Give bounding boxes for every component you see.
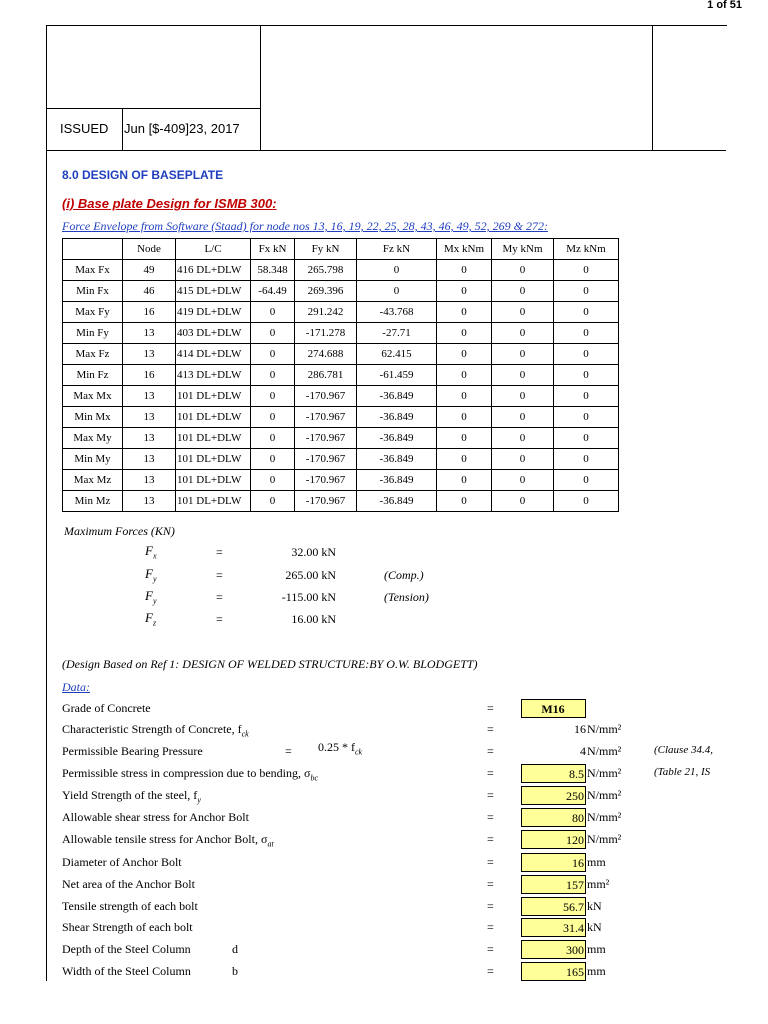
table-row bbox=[63, 281, 619, 302]
table-cell: 0 bbox=[492, 365, 554, 386]
table-cell: -36.849 bbox=[357, 407, 437, 428]
table-cell: 0 bbox=[554, 323, 619, 344]
table-row bbox=[63, 323, 619, 344]
table-header-cell: My kNm bbox=[492, 239, 554, 260]
table-cell: 413 DL+DLW bbox=[176, 365, 251, 386]
parameter-value-cell[interactable]: 8.5 bbox=[521, 764, 586, 783]
table-header-cell: Mz kNm bbox=[554, 239, 619, 260]
table-cell: 0 bbox=[554, 302, 619, 323]
force-note: (Comp.) bbox=[384, 568, 424, 582]
force-symbol: $F_x$ bbox=[145, 543, 157, 561]
table-cell: 0 bbox=[554, 428, 619, 449]
table-cell: 0 bbox=[492, 260, 554, 281]
table-cell: -170.967 bbox=[295, 386, 357, 407]
table-cell: -61.459 bbox=[357, 365, 437, 386]
table-cell: 0 bbox=[437, 260, 492, 281]
force-symbol: $F_z$ bbox=[145, 610, 157, 628]
parameter-unit: N/mm² bbox=[587, 766, 622, 780]
table-cell: Max Mx bbox=[63, 386, 123, 407]
issued-label: ISSUED bbox=[60, 121, 109, 136]
table-cell: 0 bbox=[492, 302, 554, 323]
parameter-unit: kN bbox=[587, 920, 602, 934]
table-cell: 0 bbox=[251, 365, 295, 386]
table-cell: 49 bbox=[123, 260, 176, 281]
table-cell: 0 bbox=[251, 386, 295, 407]
table-cell: 101 DL+DLW bbox=[176, 407, 251, 428]
table-cell: -170.967 bbox=[295, 428, 357, 449]
header-divider-v1 bbox=[122, 108, 123, 151]
table-cell: 16 bbox=[123, 302, 176, 323]
table-cell: 286.781 bbox=[295, 365, 357, 386]
table-cell: 0 bbox=[357, 281, 437, 302]
table-cell: 0 bbox=[492, 491, 554, 512]
table-cell: 101 DL+DLW bbox=[176, 491, 251, 512]
table-header-cell: L/C bbox=[176, 239, 251, 260]
table-cell: -43.768 bbox=[357, 302, 437, 323]
table-cell: 0 bbox=[357, 260, 437, 281]
header-divider-h2 bbox=[46, 108, 261, 109]
table-cell: 101 DL+DLW bbox=[176, 449, 251, 470]
table-cell: Min Fy bbox=[63, 323, 123, 344]
parameter-unit: N/mm² bbox=[587, 832, 622, 846]
equals-sign: = bbox=[487, 855, 494, 869]
table-cell: 0 bbox=[492, 449, 554, 470]
table-row bbox=[63, 407, 619, 428]
equals-sign: = bbox=[216, 568, 223, 582]
issued-date: Jun [$-409]23, 2017 bbox=[124, 121, 240, 136]
equals-sign: = bbox=[487, 810, 494, 824]
table-cell: Min Fz bbox=[63, 365, 123, 386]
table-cell: Max Fz bbox=[63, 344, 123, 365]
equals-sign: = bbox=[487, 832, 494, 846]
table-cell: -171.278 bbox=[295, 323, 357, 344]
table-cell: 0 bbox=[492, 407, 554, 428]
table-cell: 62.415 bbox=[357, 344, 437, 365]
table-cell: 0 bbox=[251, 428, 295, 449]
parameter-unit: mm² bbox=[587, 877, 610, 891]
table-cell: 0 bbox=[251, 449, 295, 470]
table-cell: 13 bbox=[123, 470, 176, 491]
table-cell: 0 bbox=[554, 407, 619, 428]
parameter-value-cell[interactable]: 157 bbox=[521, 875, 586, 894]
table-cell: 416 DL+DLW bbox=[176, 260, 251, 281]
table-cell: -170.967 bbox=[295, 407, 357, 428]
table-header-cell: Fx kN bbox=[251, 239, 295, 260]
table-cell: 58.348 bbox=[251, 260, 295, 281]
table-cell: -36.849 bbox=[357, 491, 437, 512]
table-cell: 269.396 bbox=[295, 281, 357, 302]
table-cell: 265.798 bbox=[295, 260, 357, 281]
table-cell: 13 bbox=[123, 449, 176, 470]
table-header-cell bbox=[63, 239, 123, 260]
parameter-unit: N/mm² bbox=[587, 810, 622, 824]
table-cell: 0 bbox=[492, 344, 554, 365]
table-cell: 0 bbox=[492, 470, 554, 491]
equals-sign: = bbox=[487, 701, 494, 715]
parameter-label: Allowable tensile stress for Anchor Bolt, $\sigma_{at}$ bbox=[62, 832, 274, 849]
parameter-label: Tensile strength of each bolt bbox=[62, 899, 198, 913]
table-cell: 13 bbox=[123, 344, 176, 365]
header-divider-v3 bbox=[652, 25, 653, 151]
table-row bbox=[63, 449, 619, 470]
table-cell: 0 bbox=[554, 281, 619, 302]
parameter-value-cell[interactable]: 16 bbox=[521, 853, 586, 872]
parameter-label: Permissible Bearing Pressure bbox=[62, 744, 203, 758]
data-label: Data: bbox=[62, 680, 90, 694]
table-cell: -64.49 bbox=[251, 281, 295, 302]
parameter-value-cell: 4 bbox=[580, 744, 586, 758]
table-cell: -36.849 bbox=[357, 428, 437, 449]
parameter-label: Grade of Concrete bbox=[62, 701, 151, 715]
table-cell: 13 bbox=[123, 323, 176, 344]
table-cell: -170.967 bbox=[295, 491, 357, 512]
table-cell: 0 bbox=[492, 386, 554, 407]
table-header-cell: Fz kN bbox=[357, 239, 437, 260]
table-row bbox=[63, 491, 619, 512]
table-row bbox=[63, 365, 619, 386]
parameter-label: Characteristic Strength of Concrete, $f_{ck}$ bbox=[62, 722, 249, 739]
table-cell: 0 bbox=[554, 365, 619, 386]
table-row bbox=[63, 386, 619, 407]
table-cell: 414 DL+DLW bbox=[176, 344, 251, 365]
table-cell: 0 bbox=[251, 344, 295, 365]
table-cell: 0 bbox=[437, 428, 492, 449]
table-cell: 0 bbox=[492, 281, 554, 302]
table-cell: 274.688 bbox=[295, 344, 357, 365]
parameter-unit: N/mm² bbox=[587, 722, 622, 736]
parameter-unit: mm bbox=[587, 855, 606, 869]
force-symbol: $F_y$ bbox=[145, 566, 157, 584]
table-cell: 13 bbox=[123, 386, 176, 407]
table-cell: 0 bbox=[554, 260, 619, 281]
table-cell: -27.71 bbox=[357, 323, 437, 344]
parameter-unit: N/mm² bbox=[587, 788, 622, 802]
table-cell: 16 bbox=[123, 365, 176, 386]
parameter-label: Allowable shear stress for Anchor Bolt bbox=[62, 810, 249, 824]
table-cell: -170.967 bbox=[295, 470, 357, 491]
parameter-value-cell[interactable]: 300 bbox=[521, 940, 586, 959]
parameter-label: Net area of the Anchor Bolt bbox=[62, 877, 195, 891]
table-cell: 0 bbox=[437, 302, 492, 323]
table-cell: Max My bbox=[63, 428, 123, 449]
parameter-unit: mm bbox=[587, 942, 606, 956]
table-cell: Min My bbox=[63, 449, 123, 470]
parameter-value-cell[interactable]: 56.7 bbox=[521, 897, 586, 916]
equals-sign: = bbox=[487, 744, 494, 758]
table-row bbox=[63, 428, 619, 449]
force-note: (Tension) bbox=[384, 590, 429, 604]
parameter-value-cell[interactable]: 250 bbox=[521, 786, 586, 805]
equals-sign: = bbox=[487, 964, 494, 978]
table-cell: 0 bbox=[437, 491, 492, 512]
table-cell: -170.967 bbox=[295, 449, 357, 470]
table-cell: Max Fy bbox=[63, 302, 123, 323]
table-cell: -36.849 bbox=[357, 449, 437, 470]
table-cell: 101 DL+DLW bbox=[176, 386, 251, 407]
parameter-label: Diameter of Anchor Bolt bbox=[62, 855, 182, 869]
table-cell: 0 bbox=[437, 281, 492, 302]
table-cell: Max Fx bbox=[63, 260, 123, 281]
equals-sign: = bbox=[285, 744, 292, 758]
equals-sign: = bbox=[487, 920, 494, 934]
table-header-cell: Node bbox=[123, 239, 176, 260]
table-cell: Min Mz bbox=[63, 491, 123, 512]
table-cell: Min Fx bbox=[63, 281, 123, 302]
equals-sign: = bbox=[216, 590, 223, 604]
table-cell: 0 bbox=[251, 407, 295, 428]
table-cell: 0 bbox=[437, 386, 492, 407]
parameter-label: Yield Strength of the steel, $f_y$ bbox=[62, 788, 201, 805]
table-cell: 0 bbox=[251, 302, 295, 323]
parameter-unit: kN bbox=[587, 899, 602, 913]
table-cell: 101 DL+DLW bbox=[176, 428, 251, 449]
table-cell: 0 bbox=[251, 470, 295, 491]
clause-reference: (Table 21, IS bbox=[654, 766, 711, 778]
table-cell: 0 bbox=[437, 407, 492, 428]
table-cell: 0 bbox=[251, 323, 295, 344]
clause-reference: (Clause 34.4, bbox=[654, 744, 713, 756]
equals-sign: = bbox=[487, 942, 494, 956]
header-divider-v2 bbox=[260, 25, 261, 151]
table-cell: 13 bbox=[123, 491, 176, 512]
equals-sign: = bbox=[487, 766, 494, 780]
table-cell: 0 bbox=[437, 344, 492, 365]
equals-sign: = bbox=[487, 788, 494, 802]
bearing-formula: $0.25 * f_{ck}$ bbox=[318, 740, 363, 757]
parameter-label: Shear Strength of each bolt bbox=[62, 920, 193, 934]
table-cell: Min Mx bbox=[63, 407, 123, 428]
force-value: 32.00 kN bbox=[291, 545, 336, 559]
parameter-unit: N/mm² bbox=[587, 744, 622, 758]
table-row bbox=[63, 260, 619, 281]
table-header-row bbox=[63, 239, 619, 260]
table-cell: -36.849 bbox=[357, 470, 437, 491]
parameter-label: Permissible stress in compression due to bending, $\sigma_{bc}$ bbox=[62, 766, 319, 783]
table-cell: 291.242 bbox=[295, 302, 357, 323]
equals-sign: = bbox=[487, 877, 494, 891]
force-value: 16.00 kN bbox=[291, 612, 336, 626]
equals-sign: = bbox=[216, 612, 223, 626]
equals-sign: = bbox=[216, 545, 223, 559]
table-cell: 0 bbox=[554, 470, 619, 491]
parameter-value-cell[interactable]: M16 bbox=[521, 699, 586, 718]
parameter-value-cell[interactable]: 31.4 bbox=[521, 918, 586, 937]
parameter-value-cell[interactable]: 80 bbox=[521, 808, 586, 827]
table-cell: -36.849 bbox=[357, 386, 437, 407]
table-header-cell: Fy kN bbox=[295, 239, 357, 260]
table-cell: 0 bbox=[554, 491, 619, 512]
table-row bbox=[63, 470, 619, 491]
table-cell: 0 bbox=[437, 449, 492, 470]
parameter-label: Depth of the Steel Column bbox=[62, 942, 191, 956]
envelope-note: Force Envelope from Software (Staad) for node nos 13, 16, 19, 22, 25, 28, 43, 46, 49, 52, 269 & 272: bbox=[62, 219, 548, 233]
table-cell: 415 DL+DLW bbox=[176, 281, 251, 302]
header-divider bbox=[46, 150, 726, 151]
section-title: 8.0 DESIGN OF BASEPLATE bbox=[62, 168, 224, 182]
table-cell: 0 bbox=[554, 386, 619, 407]
table-header-cell: Mx kNm bbox=[437, 239, 492, 260]
parameter-value-cell[interactable]: 165 bbox=[521, 962, 586, 981]
parameter-unit: mm bbox=[587, 964, 606, 978]
design-reference: (Design Based on Ref 1: DESIGN OF WELDED STRUCTURE:BY O.W. BLODGETT) bbox=[62, 657, 478, 671]
equals-sign: = bbox=[487, 722, 494, 736]
max-forces-title: Maximum Forces (KN) bbox=[64, 524, 175, 538]
parameter-symbol: d bbox=[232, 942, 238, 956]
table-cell: 0 bbox=[492, 323, 554, 344]
table-cell: 46 bbox=[123, 281, 176, 302]
table-cell: 419 DL+DLW bbox=[176, 302, 251, 323]
table-row bbox=[63, 344, 619, 365]
force-envelope-table bbox=[62, 238, 619, 512]
table-cell: 0 bbox=[437, 365, 492, 386]
table-cell: 13 bbox=[123, 428, 176, 449]
table-cell: 0 bbox=[251, 491, 295, 512]
table-cell: 0 bbox=[492, 428, 554, 449]
section-subtitle: (i) Base plate Design for ISMB 300: bbox=[62, 196, 277, 211]
table-row bbox=[63, 302, 619, 323]
parameter-value-cell[interactable]: 120 bbox=[521, 830, 586, 849]
parameter-value-cell: 16 bbox=[574, 722, 586, 736]
table-cell: 13 bbox=[123, 407, 176, 428]
table-cell: 403 DL+DLW bbox=[176, 323, 251, 344]
force-value: -115.00 kN bbox=[281, 590, 336, 604]
table-cell: 0 bbox=[554, 344, 619, 365]
table-cell: 0 bbox=[437, 470, 492, 491]
force-value: 265.00 kN bbox=[285, 568, 336, 582]
force-symbol: $F_y$ bbox=[145, 588, 157, 606]
parameter-label: Width of the Steel Column bbox=[62, 964, 191, 978]
page-number: 1 of 51 bbox=[707, 0, 742, 11]
parameter-symbol: b bbox=[232, 964, 238, 978]
table-cell: 0 bbox=[437, 323, 492, 344]
table-cell: 0 bbox=[554, 449, 619, 470]
table-cell: 101 DL+DLW bbox=[176, 470, 251, 491]
table-cell: Max Mz bbox=[63, 470, 123, 491]
equals-sign: = bbox=[487, 899, 494, 913]
